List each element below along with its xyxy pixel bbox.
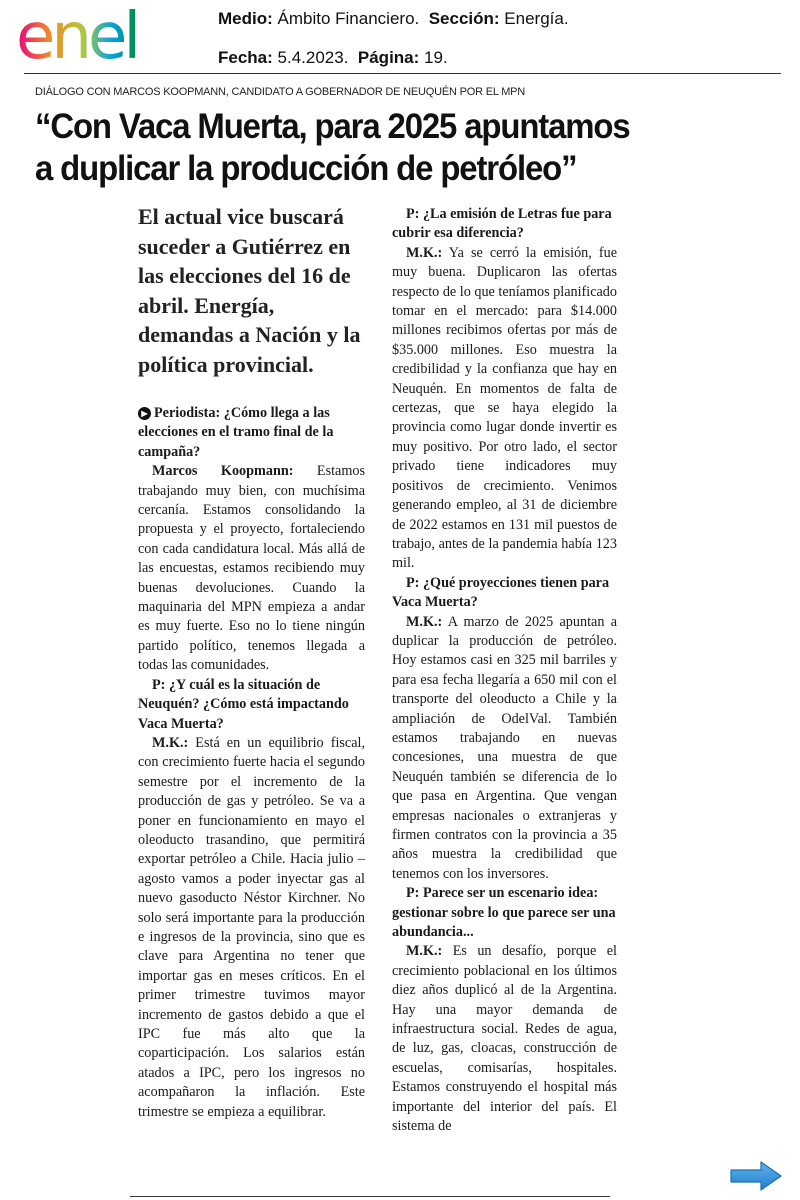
answer-3 [392, 244, 617, 574]
meta-line-2 [218, 48, 448, 68]
fecha-label: Fecha: [218, 48, 273, 67]
answer-5 [392, 942, 617, 1136]
arrow-right-icon[interactable] [729, 1160, 783, 1192]
headline-line-1: “Con Vaca Muerta, para 2025 apuntamos [35, 107, 630, 146]
medio-value: Ámbito Financiero. [277, 9, 420, 28]
headline-line-2: a duplicar la producción de petróleo” [35, 149, 577, 188]
question-3: P: ¿La emisión de Letras fue para cubrir esa diferencia? [392, 206, 612, 242]
play-bullet-icon: ▶ [138, 407, 151, 420]
answer-4-text: A marzo de 2025 apuntan a duplicar la producción de petróleo. Hoy estamos casi en 325 mil barriles y para esa fecha llegaría a 650 mil con el transporte del oleoducto a Chile y la ampliación de OdelVal. También estamos trabajando en nuevas concesiones, una muestra de que Neuquén también se diferencia de lo que pasa en Argentina. Que vengan empresas nacionales o extranjeras y firmen contratos con la provincia a 35 años muestra la credibilidad que tenemos con los inversores. [392, 613, 617, 882]
answer-4 [392, 613, 617, 885]
seccion-label: Sección: [428, 9, 500, 28]
answer-1 [138, 462, 365, 675]
article-headline [35, 106, 740, 190]
fecha-value: 5.4.2023. [277, 48, 349, 67]
article-kicker: DIÁLOGO CON MARCOS KOOPMANN, CANDIDATO A GOBERNADOR DE NEUQUÉN POR EL MPN [35, 86, 526, 98]
left-column [138, 404, 365, 1122]
answer-5-text: Es un desafío, porque el crecimiento poblacional en los últimos diez años duplicó al de la Argentina. Hay una mayor demanda de infraestructura social. Redes de agua, de luz, gas, cloacas, construcción de escuelas, comisarías, hospitales. Estamos construyendo el hospital más importante del interior del país. El sistema de [392, 943, 617, 1135]
medio-label: Medio: [218, 9, 273, 28]
question-1-speaker: Periodista: [154, 405, 221, 421]
bottom-divider [130, 1196, 610, 1197]
question-1-text: ¿Cómo llega a las elecciones en el tramo final de la campaña? [138, 405, 334, 460]
question-1 [138, 404, 365, 462]
answer-1-text: Estamos trabajando muy bien, con muchísima cercanía. Estamos consolidando la propuesta y el proyecto, fortaleciendo con cada candidatura local. Más allá de las encuestas, estamos recibiendo muy buenas devoluciones. Cuando la maquinaria del MPN empieza a andar es muy fuerte. Eso no lo tiene ningún partido político, tenemos llegada a todas las comunidades. [138, 463, 366, 674]
header-divider [24, 73, 781, 74]
question-2: P: ¿Y cuál es la situación de Neuquén? ¿Cómo está impactando Vaca Muerta? [138, 676, 349, 732]
article-subhead: El actual vice buscará suceder a Gutiérrez en las elecciones del 16 de abril. Energía, demandas a Nación y la política provincial. [138, 204, 361, 377]
answer-4-speaker: M.K.: [406, 613, 443, 630]
pagina-value: 19. [424, 48, 448, 67]
svg-text:enel: enel [16, 4, 138, 70]
answer-2-text: Está en un equilibrio fiscal, con crecimiento fuerte hacia el segundo semestre por el incremento de la producción de gas y petróleo. Se va a poner en funcionamiento en mayo el oleoducto trasandino, que permitirá exportar petróleo a Chile. Hacia julio – agosto vamos a poder inyectar gas al nuevo gasoducto Néstor Kirchner. No solo será importante para la producción e ingresos de la provincia, sino que es clave para Argentina no tener que importar gas en meses críticos. En el primer trimestre tuvimos mayor incremento de gastos debido a que el IPC fue más alto que la coparticipación. Los salarios están atados a IPC, pero los ingresos no acompañaron la inflación. Este trimestre se empieza a equilibrar. [138, 734, 365, 1120]
enel-logo [16, 4, 178, 70]
answer-2 [138, 734, 365, 1122]
right-column [392, 205, 617, 1137]
answer-3-text: Ya se cerró la emisión, fue muy buena. Duplicaron las ofertas respecto de lo que teníamos planificado tomar en el mercado: para $14.000 millones recibimos ofertas por más de $35.000 millones. Eso muestra la credibilidad y la confianza que hay en Neuquén. En momentos de falta de certezas, que se haya elegido la provincia como lugar donde invertir es muy positivo. Por otro lado, el sector privado tiene indicadores muy positivos de crecimiento. Venimos generando empleo, al 31 de diciembre de 2022 estamos en 131 mil puestos de trabajo, antes de la pandemia había 123 mil. [392, 244, 617, 572]
answer-5-speaker: M.K.: [406, 943, 443, 960]
pagina-label: Página: [357, 48, 420, 67]
question-5: P: Parece ser un escenario idea: gestionar sobre lo que parece ser una abundancia... [392, 885, 616, 941]
answer-2-speaker: M.K.: [152, 734, 189, 751]
seccion-value: Energía. [504, 9, 569, 28]
question-4: P: ¿Qué proyecciones tienen para Vaca Muerta? [392, 574, 610, 611]
answer-3-speaker: M.K.: [406, 244, 443, 261]
meta-line-1 [218, 9, 569, 29]
answer-1-speaker: Marcos Koopmann: [152, 463, 294, 480]
